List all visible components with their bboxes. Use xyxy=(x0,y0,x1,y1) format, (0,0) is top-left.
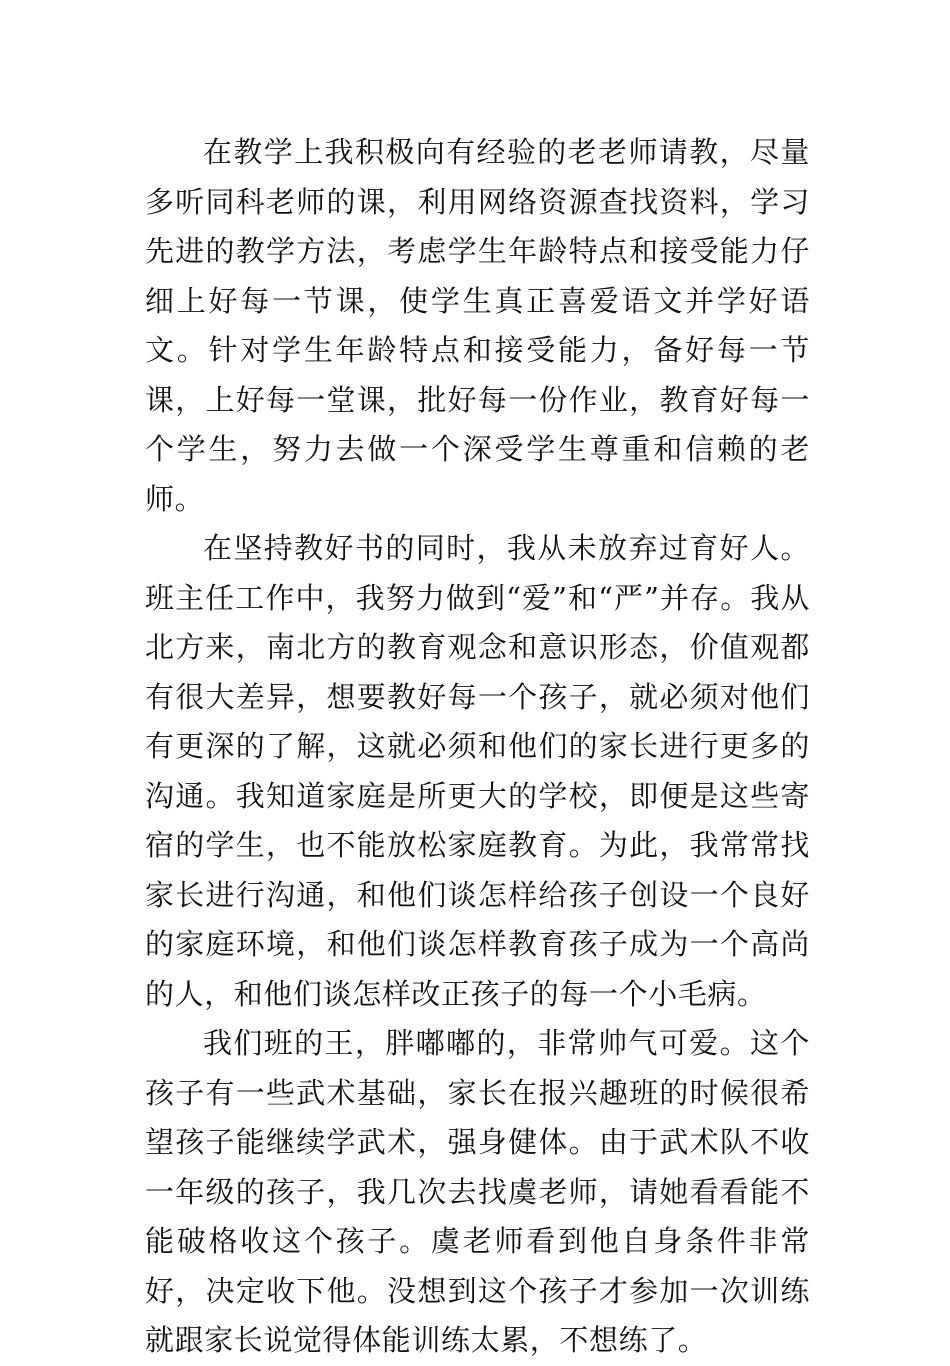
document-body xyxy=(145,128,810,1366)
paragraph-teaching: 在教学上我积极向有经验的老老师请教，尽量多听同科老师的课，利用网络资源查找资料，学习先进的教学方法，考虑学生年龄特点和接受能力仔细上好每一节课，使学生真正喜爱语文并学好语文。针对学生年龄特点和接受能力，备好每一节课，上好每一堂课，批好每一份作业，教育好每一个学生，努力去做一个深受学生尊重和信赖的老师。 xyxy=(145,135,810,516)
paragraph-student-story: 我们班的王，胖嘟嘟的，非常帅气可爱。这个孩子有一些武术基础，家长在报兴趣班的时候很希望孩子能继续学武术，强身健体。由于武术队不收一年级的孩子，我几次去找虞老师，请她看看能不能破格收这个孩子。虞老师看到他自身条件非常好，决定收下他。没想到这个孩子才参加一次训练就跟家长说觉得体能训练太累，不想练了。 xyxy=(145,1026,810,1357)
paragraph-class-teacher: 在坚持教好书的同时，我从未放弃过育好人。班主任工作中，我努力做到“爱”和“严”并存。我从北方来，南北方的教育观念和意识形态，价值观都有很大差异，想要教好每一个孩子，就必须对他们有更深的了解，这就必须和他们的家长进行更多的沟通。我知道家庭是所更大的学校，即便是这些寄宿的学生，也不能放松家庭教育。为此，我常常找家长进行沟通，和他们谈怎样给孩子创设一个良好的家庭环境，和他们谈怎样教育孩子成为一个高尚的人，和他们谈怎样改正孩子的每一个小毛病。 xyxy=(145,531,810,1011)
